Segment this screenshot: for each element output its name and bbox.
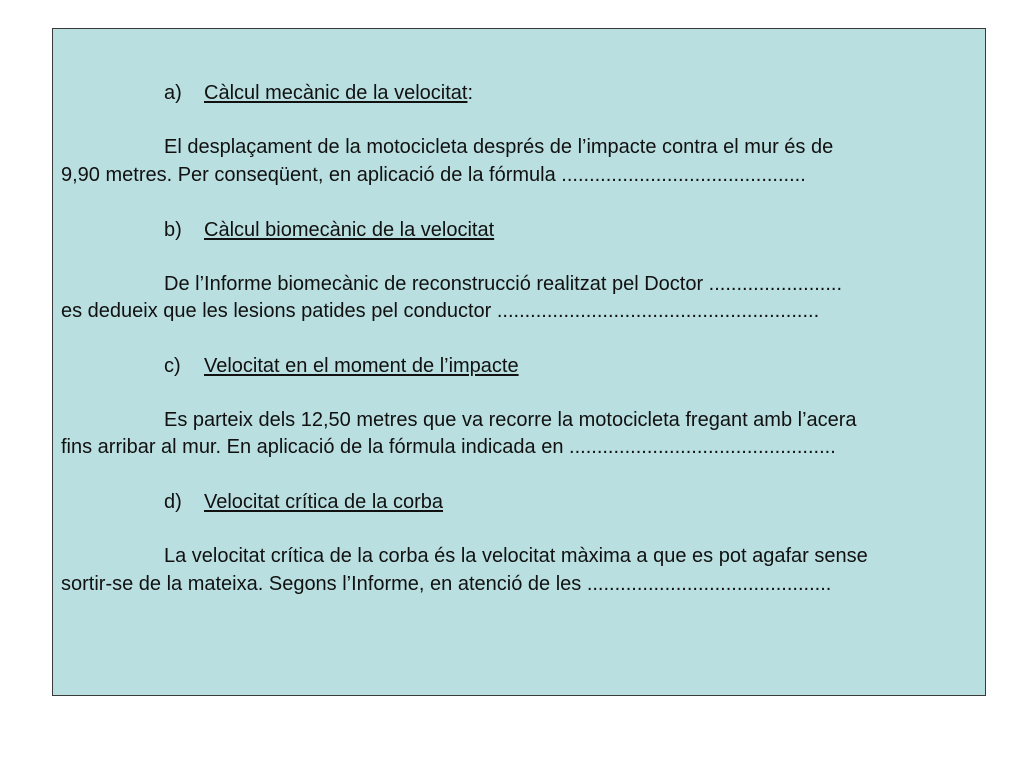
section-b-heading: Càlcul biomecànic de la velocitat — [204, 219, 495, 241]
section-c-para-line2: fins arribar al mur. En aplicació de la fórmula indicada en ................................................ — [61, 436, 836, 458]
section-a-heading-suffix: : — [467, 82, 474, 104]
section-c-para-line1: Es parteix dels 12,50 metres que va recorre la motocicleta fregant amb l’acera — [164, 409, 857, 431]
section-a-marker: a) — [164, 82, 182, 104]
section-c-marker: c) — [164, 355, 181, 377]
section-d-marker: d) — [164, 491, 182, 513]
section-a-heading: Càlcul mecànic de la velocitat — [204, 82, 468, 104]
section-a-para-line2: 9,90 metres. Per conseqüent, en aplicació de la fórmula ............................................ — [61, 164, 806, 186]
section-a-para-line1: El desplaçament de la motocicleta després de l’impacte contra el mur és de — [164, 136, 834, 158]
section-d-para-line1: La velocitat crítica de la corba és la velocitat màxima a que es pot agafar sense — [164, 545, 868, 567]
section-a-heading-wrap — [204, 81, 473, 105]
section-b-marker: b) — [164, 219, 182, 241]
section-d-heading: Velocitat crítica de la corba — [204, 491, 444, 513]
section-b-para-line2: es dedueix que les lesions patides pel conductor .......................................................... — [61, 300, 820, 322]
section-d-para-line2: sortir-se de la mateixa. Segons l’Informe, en atenció de les ............................................ — [61, 573, 832, 595]
section-c-heading: Velocitat en el moment de l’impacte — [204, 355, 519, 377]
slide-content-box — [52, 28, 986, 696]
section-b-para-line1: De l’Informe biomecànic de reconstrucció realitzat pel Doctor ........................ — [164, 273, 843, 295]
